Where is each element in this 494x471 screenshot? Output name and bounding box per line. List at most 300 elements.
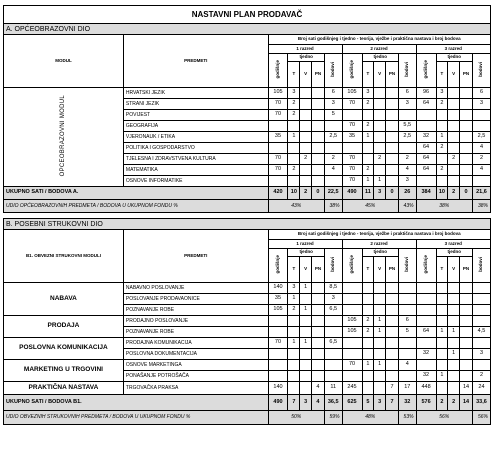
value-cell — [374, 349, 386, 360]
value-cell — [300, 371, 312, 382]
value-cell: 2 — [288, 305, 300, 316]
value-cell: 2 — [288, 99, 300, 110]
pn-header: PN — [460, 257, 473, 283]
value-cell — [311, 294, 324, 305]
value-cell: 2 — [362, 99, 374, 110]
module-name: MARKETING U TRGOVINI — [4, 360, 124, 382]
value-cell — [436, 121, 448, 132]
value-cell — [374, 283, 386, 294]
value-cell: 4 — [324, 165, 342, 176]
value-cell — [288, 327, 300, 338]
value-cell: 2 — [448, 395, 460, 411]
value-cell: 26 — [398, 187, 416, 200]
value-cell — [362, 338, 374, 349]
value-cell: 0 — [311, 187, 324, 200]
value-cell: 4 — [398, 360, 416, 371]
value-cell — [472, 338, 490, 349]
value-cell — [342, 349, 362, 360]
value-cell — [300, 110, 312, 121]
value-cell — [448, 176, 460, 187]
value-cell: 70 — [268, 154, 288, 165]
value-cell — [311, 110, 324, 121]
value-cell — [311, 371, 324, 382]
value-cell — [416, 176, 436, 187]
weekly-header: tjedno — [362, 249, 398, 257]
value-cell — [398, 338, 416, 349]
value-cell — [460, 88, 473, 99]
value-cell — [460, 165, 473, 176]
value-cell: 4,5 — [472, 327, 490, 338]
share-points: 53% — [398, 411, 416, 425]
value-cell — [386, 283, 399, 294]
value-cell — [300, 294, 312, 305]
t-header: T — [436, 62, 448, 88]
annual-header — [416, 54, 436, 88]
value-cell: 105 — [342, 327, 362, 338]
value-cell — [300, 382, 312, 395]
value-cell — [436, 110, 448, 121]
value-cell — [448, 371, 460, 382]
value-cell — [311, 99, 324, 110]
value-cell — [460, 176, 473, 187]
value-cell: 1 — [448, 349, 460, 360]
value-cell — [386, 99, 399, 110]
value-cell: 2 — [362, 316, 374, 327]
year-header: 1 razred — [268, 240, 342, 249]
value-cell — [300, 88, 312, 99]
value-cell — [386, 176, 399, 187]
value-cell: 5,5 — [398, 121, 416, 132]
share-points: 56% — [472, 411, 490, 425]
value-cell — [398, 283, 416, 294]
subject-name: GEOGRAFIJA — [123, 121, 268, 132]
value-cell — [398, 143, 416, 154]
value-cell — [436, 360, 448, 371]
share-points: 38% — [324, 200, 342, 213]
value-cell: 4 — [311, 382, 324, 395]
value-cell — [362, 305, 374, 316]
value-cell — [436, 305, 448, 316]
v-header: V — [448, 257, 460, 283]
subject-name: POSLOVANJE PRODAVAONICE — [123, 294, 268, 305]
value-cell — [268, 371, 288, 382]
pn-header: PN — [311, 62, 324, 88]
subject-name: POZNAVANJE ROBE — [123, 327, 268, 338]
value-cell — [460, 110, 473, 121]
value-cell — [460, 154, 473, 165]
value-cell — [288, 316, 300, 327]
value-cell: 2 — [324, 154, 342, 165]
section-b-row — [4, 219, 491, 230]
value-cell — [436, 283, 448, 294]
value-cell — [300, 327, 312, 338]
points-header-text: bodovi — [404, 62, 409, 77]
value-cell — [268, 349, 288, 360]
value-cell: 1 — [300, 283, 312, 294]
module-name: POSLOVNA KOMUNIKACIJA — [4, 338, 124, 360]
value-cell — [398, 294, 416, 305]
value-cell — [311, 154, 324, 165]
value-cell: 2 — [448, 187, 460, 200]
value-cell — [288, 382, 300, 395]
subject-name: TRGOVAČKA PRAKSA — [123, 382, 268, 395]
value-cell — [300, 176, 312, 187]
value-cell: 3 — [362, 88, 374, 99]
value-cell — [268, 316, 288, 327]
value-cell — [300, 99, 312, 110]
value-cell — [398, 305, 416, 316]
subject-row — [4, 382, 491, 395]
value-cell: 32 — [398, 395, 416, 411]
value-cell — [460, 121, 473, 132]
header-row — [4, 230, 491, 240]
value-cell — [374, 99, 386, 110]
value-cell: 1 — [436, 132, 448, 143]
value-cell — [374, 88, 386, 99]
value-cell: 140 — [268, 382, 288, 395]
value-cell: 6,5 — [324, 338, 342, 349]
value-cell: 5 — [362, 395, 374, 411]
value-cell — [311, 143, 324, 154]
subject-name: NABAVNO POSLOVANJE — [123, 283, 268, 294]
value-cell — [416, 360, 436, 371]
value-cell — [311, 165, 324, 176]
value-cell: 96 — [416, 88, 436, 99]
subject-row — [4, 88, 491, 99]
share-b-label: UDIO OBVEZNIH STRUKOVNIH PREDMETA / BODOVA U UKUPNOM FONDU % — [4, 411, 269, 425]
value-cell — [416, 305, 436, 316]
subject-name: TJELESNA I ZDRAVSTVENA KULTURA — [123, 154, 268, 165]
value-cell — [362, 349, 374, 360]
year-header: 3 razred — [416, 45, 490, 54]
t-header: T — [288, 62, 300, 88]
value-cell — [386, 360, 399, 371]
value-cell — [398, 349, 416, 360]
value-cell: 14 — [460, 382, 473, 395]
value-cell — [342, 143, 362, 154]
value-cell — [362, 283, 374, 294]
value-cell — [448, 110, 460, 121]
share-hours: 56% — [416, 411, 472, 425]
subject-name: POVIJEST — [123, 110, 268, 121]
value-cell: 1 — [436, 371, 448, 382]
general-module-label — [4, 88, 124, 187]
total-b-label: UKUPNO SATI / BODOVA B1. — [4, 395, 269, 411]
value-cell: 6 — [472, 88, 490, 99]
value-cell — [374, 143, 386, 154]
points-header — [472, 54, 490, 88]
value-cell: 4 — [311, 395, 324, 411]
value-cell: 70 — [268, 99, 288, 110]
section-b-label: B. POSEBNI STRUKOVNI DIO — [4, 219, 491, 230]
value-cell: 70 — [268, 165, 288, 176]
value-cell: 21,6 — [472, 187, 490, 200]
value-cell — [288, 349, 300, 360]
year-header: 1 razred — [268, 45, 342, 54]
value-cell — [300, 132, 312, 143]
points-header-text: bodovi — [478, 62, 484, 77]
title-row — [4, 6, 491, 24]
value-cell: 2 — [362, 121, 374, 132]
value-cell — [288, 360, 300, 371]
value-cell: 2 — [362, 327, 374, 338]
value-cell: 70 — [342, 99, 362, 110]
value-cell: 2 — [472, 371, 490, 382]
value-cell: 10 — [436, 187, 448, 200]
value-cell: 420 — [268, 187, 288, 200]
value-cell: 3 — [472, 99, 490, 110]
value-cell — [448, 338, 460, 349]
value-cell: 70 — [342, 165, 362, 176]
value-cell — [324, 371, 342, 382]
value-cell — [342, 110, 362, 121]
subject-row — [4, 316, 491, 327]
value-cell — [386, 110, 399, 121]
weekly-header: tjedno — [362, 54, 398, 62]
value-cell: 35 — [342, 132, 362, 143]
share-hours: 50% — [268, 411, 324, 425]
subject-name: OSNOVE MARKETINGA — [123, 360, 268, 371]
subject-name: MATEMATIKA — [123, 165, 268, 176]
value-cell — [416, 338, 436, 349]
value-cell — [472, 110, 490, 121]
value-cell — [460, 316, 473, 327]
value-cell — [386, 88, 399, 99]
value-cell: 32 — [416, 371, 436, 382]
hours-points-header: Broj sati godišnjeg i tjedno - teorija, vježbe i praktična nastava i broj bodova — [268, 230, 491, 240]
value-cell — [460, 360, 473, 371]
value-cell: 3 — [300, 395, 312, 411]
value-cell — [448, 143, 460, 154]
value-cell — [288, 371, 300, 382]
value-cell — [448, 360, 460, 371]
t-header: T — [362, 62, 374, 88]
value-cell: 1 — [374, 176, 386, 187]
value-cell — [311, 349, 324, 360]
value-cell: 105 — [342, 88, 362, 99]
value-cell — [324, 121, 342, 132]
module-name: PRODAJA — [4, 316, 124, 338]
pn-header: PN — [311, 257, 324, 283]
value-cell: 5 — [324, 110, 342, 121]
subject-name: POZNAVANJE ROBE — [123, 305, 268, 316]
value-cell: 3 — [374, 187, 386, 200]
subject-row — [4, 338, 491, 349]
value-cell — [268, 176, 288, 187]
value-cell — [374, 305, 386, 316]
value-cell: 70 — [342, 154, 362, 165]
value-cell: 6 — [398, 316, 416, 327]
value-cell — [448, 283, 460, 294]
value-cell: 24 — [472, 382, 490, 395]
general-module-label-text: OPĆEOBRAZOVNI MODUL — [60, 95, 67, 177]
hours-points-header: Broj sati godišnjeg i tjedno - teorija, vježbe i praktična nastava i broj bodova — [268, 35, 491, 45]
annual-header-text: godišnje — [348, 60, 354, 79]
value-cell: 1 — [300, 305, 312, 316]
share-points: 43% — [398, 200, 416, 213]
value-cell: 64 — [416, 143, 436, 154]
value-cell — [448, 121, 460, 132]
value-cell: 2 — [436, 395, 448, 411]
value-cell: 3 — [398, 176, 416, 187]
share-hours: 45% — [342, 200, 398, 213]
points-header-text: bodovi — [404, 257, 409, 272]
points-header — [324, 249, 342, 283]
value-cell: 17 — [398, 382, 416, 395]
value-cell — [324, 176, 342, 187]
predmeti-header: PREDMETI — [123, 230, 268, 283]
value-cell — [288, 121, 300, 132]
v-header: V — [374, 62, 386, 88]
share-hours: 38% — [416, 200, 472, 213]
value-cell — [386, 121, 399, 132]
value-cell — [268, 121, 288, 132]
value-cell — [342, 283, 362, 294]
share-points: 59% — [324, 411, 342, 425]
modul-header: MODUL — [4, 35, 124, 88]
curriculum-table — [3, 5, 491, 425]
pn-header: PN — [386, 257, 399, 283]
modul-header: B1. OBVEZNI STRUKOVNI MODULI — [4, 230, 124, 283]
value-cell: 490 — [268, 395, 288, 411]
value-cell: 105 — [342, 316, 362, 327]
value-cell — [448, 316, 460, 327]
value-cell: 32 — [416, 132, 436, 143]
subject-name: PRODAJNO POSLOVANJE — [123, 316, 268, 327]
value-cell: 2 — [436, 143, 448, 154]
value-cell — [460, 305, 473, 316]
value-cell — [398, 110, 416, 121]
year-header: 2 razred — [342, 240, 416, 249]
value-cell: 64 — [416, 99, 436, 110]
value-cell: 7 — [288, 395, 300, 411]
value-cell: 32 — [416, 349, 436, 360]
value-cell — [300, 143, 312, 154]
year-header: 2 razred — [342, 45, 416, 54]
pct-b-row — [4, 411, 491, 425]
value-cell: 64 — [416, 165, 436, 176]
value-cell — [288, 154, 300, 165]
value-cell — [460, 338, 473, 349]
value-cell — [448, 88, 460, 99]
annual-header-text: godišnje — [274, 255, 280, 274]
value-cell — [386, 294, 399, 305]
value-cell — [311, 305, 324, 316]
value-cell — [300, 360, 312, 371]
value-cell — [311, 360, 324, 371]
value-cell: 576 — [416, 395, 436, 411]
value-cell — [386, 349, 399, 360]
annual-header-text: godišnje — [348, 255, 354, 274]
value-cell — [324, 316, 342, 327]
value-cell: 11 — [324, 382, 342, 395]
value-cell: 1 — [362, 360, 374, 371]
value-cell — [374, 294, 386, 305]
value-cell: 22,5 — [324, 187, 342, 200]
value-cell: 35 — [268, 294, 288, 305]
value-cell: 7 — [386, 382, 399, 395]
annual-header — [268, 249, 288, 283]
value-cell — [288, 143, 300, 154]
value-cell — [448, 132, 460, 143]
value-cell: 64 — [416, 154, 436, 165]
value-cell — [324, 327, 342, 338]
value-cell — [416, 294, 436, 305]
subject-name: OSNOVE INFORMATIKE — [123, 176, 268, 187]
value-cell — [436, 294, 448, 305]
section-a-label: A. OPĆEOBRAZOVNI DIO — [4, 24, 491, 35]
v-header: V — [448, 62, 460, 88]
v-header: V — [300, 257, 312, 283]
share-a-label: UDIO OPĆEOBRAZOVNIH PREDMETA / BODOVA U UKUPNOM FONDU % — [4, 200, 269, 213]
value-cell — [374, 121, 386, 132]
subject-name: POSLOVNA DOKUMENTACIJA — [123, 349, 268, 360]
value-cell: 1 — [374, 360, 386, 371]
header-row — [4, 35, 491, 45]
value-cell — [311, 121, 324, 132]
value-cell — [460, 143, 473, 154]
pn-header: PN — [386, 62, 399, 88]
annual-header — [416, 249, 436, 283]
value-cell: 70 — [342, 121, 362, 132]
value-cell — [436, 349, 448, 360]
value-cell — [386, 316, 399, 327]
value-cell: 6,5 — [324, 305, 342, 316]
value-cell — [460, 294, 473, 305]
value-cell: 140 — [268, 283, 288, 294]
points-header — [398, 249, 416, 283]
value-cell: 2 — [374, 154, 386, 165]
subject-name: POLITIKA I GOSPODARSTVO — [123, 143, 268, 154]
value-cell: 14 — [460, 395, 473, 411]
value-cell: 1 — [288, 132, 300, 143]
value-cell — [300, 316, 312, 327]
value-cell: 6 — [324, 88, 342, 99]
value-cell — [436, 338, 448, 349]
value-cell — [374, 110, 386, 121]
value-cell: 1 — [362, 176, 374, 187]
subject-name: PRODAJNA KOMUNIKACIJA — [123, 338, 268, 349]
value-cell — [288, 176, 300, 187]
value-cell: 2,5 — [324, 132, 342, 143]
value-cell — [342, 294, 362, 305]
value-cell — [268, 360, 288, 371]
total-b-row — [4, 395, 491, 411]
total-a-row — [4, 187, 491, 200]
value-cell: 1 — [448, 327, 460, 338]
value-cell: 36,5 — [324, 395, 342, 411]
value-cell — [386, 338, 399, 349]
value-cell — [472, 283, 490, 294]
value-cell: 1 — [374, 316, 386, 327]
annual-header — [342, 249, 362, 283]
value-cell — [436, 176, 448, 187]
value-cell: 1 — [436, 327, 448, 338]
value-cell — [342, 305, 362, 316]
value-cell — [374, 371, 386, 382]
value-cell — [416, 110, 436, 121]
value-cell — [311, 338, 324, 349]
value-cell: 2,5 — [472, 132, 490, 143]
weekly-header: tjedno — [288, 249, 324, 257]
value-cell: 7 — [386, 395, 399, 411]
value-cell — [416, 121, 436, 132]
value-cell: 625 — [342, 395, 362, 411]
value-cell — [436, 154, 448, 165]
value-cell — [300, 121, 312, 132]
share-hours: 48% — [342, 411, 398, 425]
annual-header — [342, 54, 362, 88]
